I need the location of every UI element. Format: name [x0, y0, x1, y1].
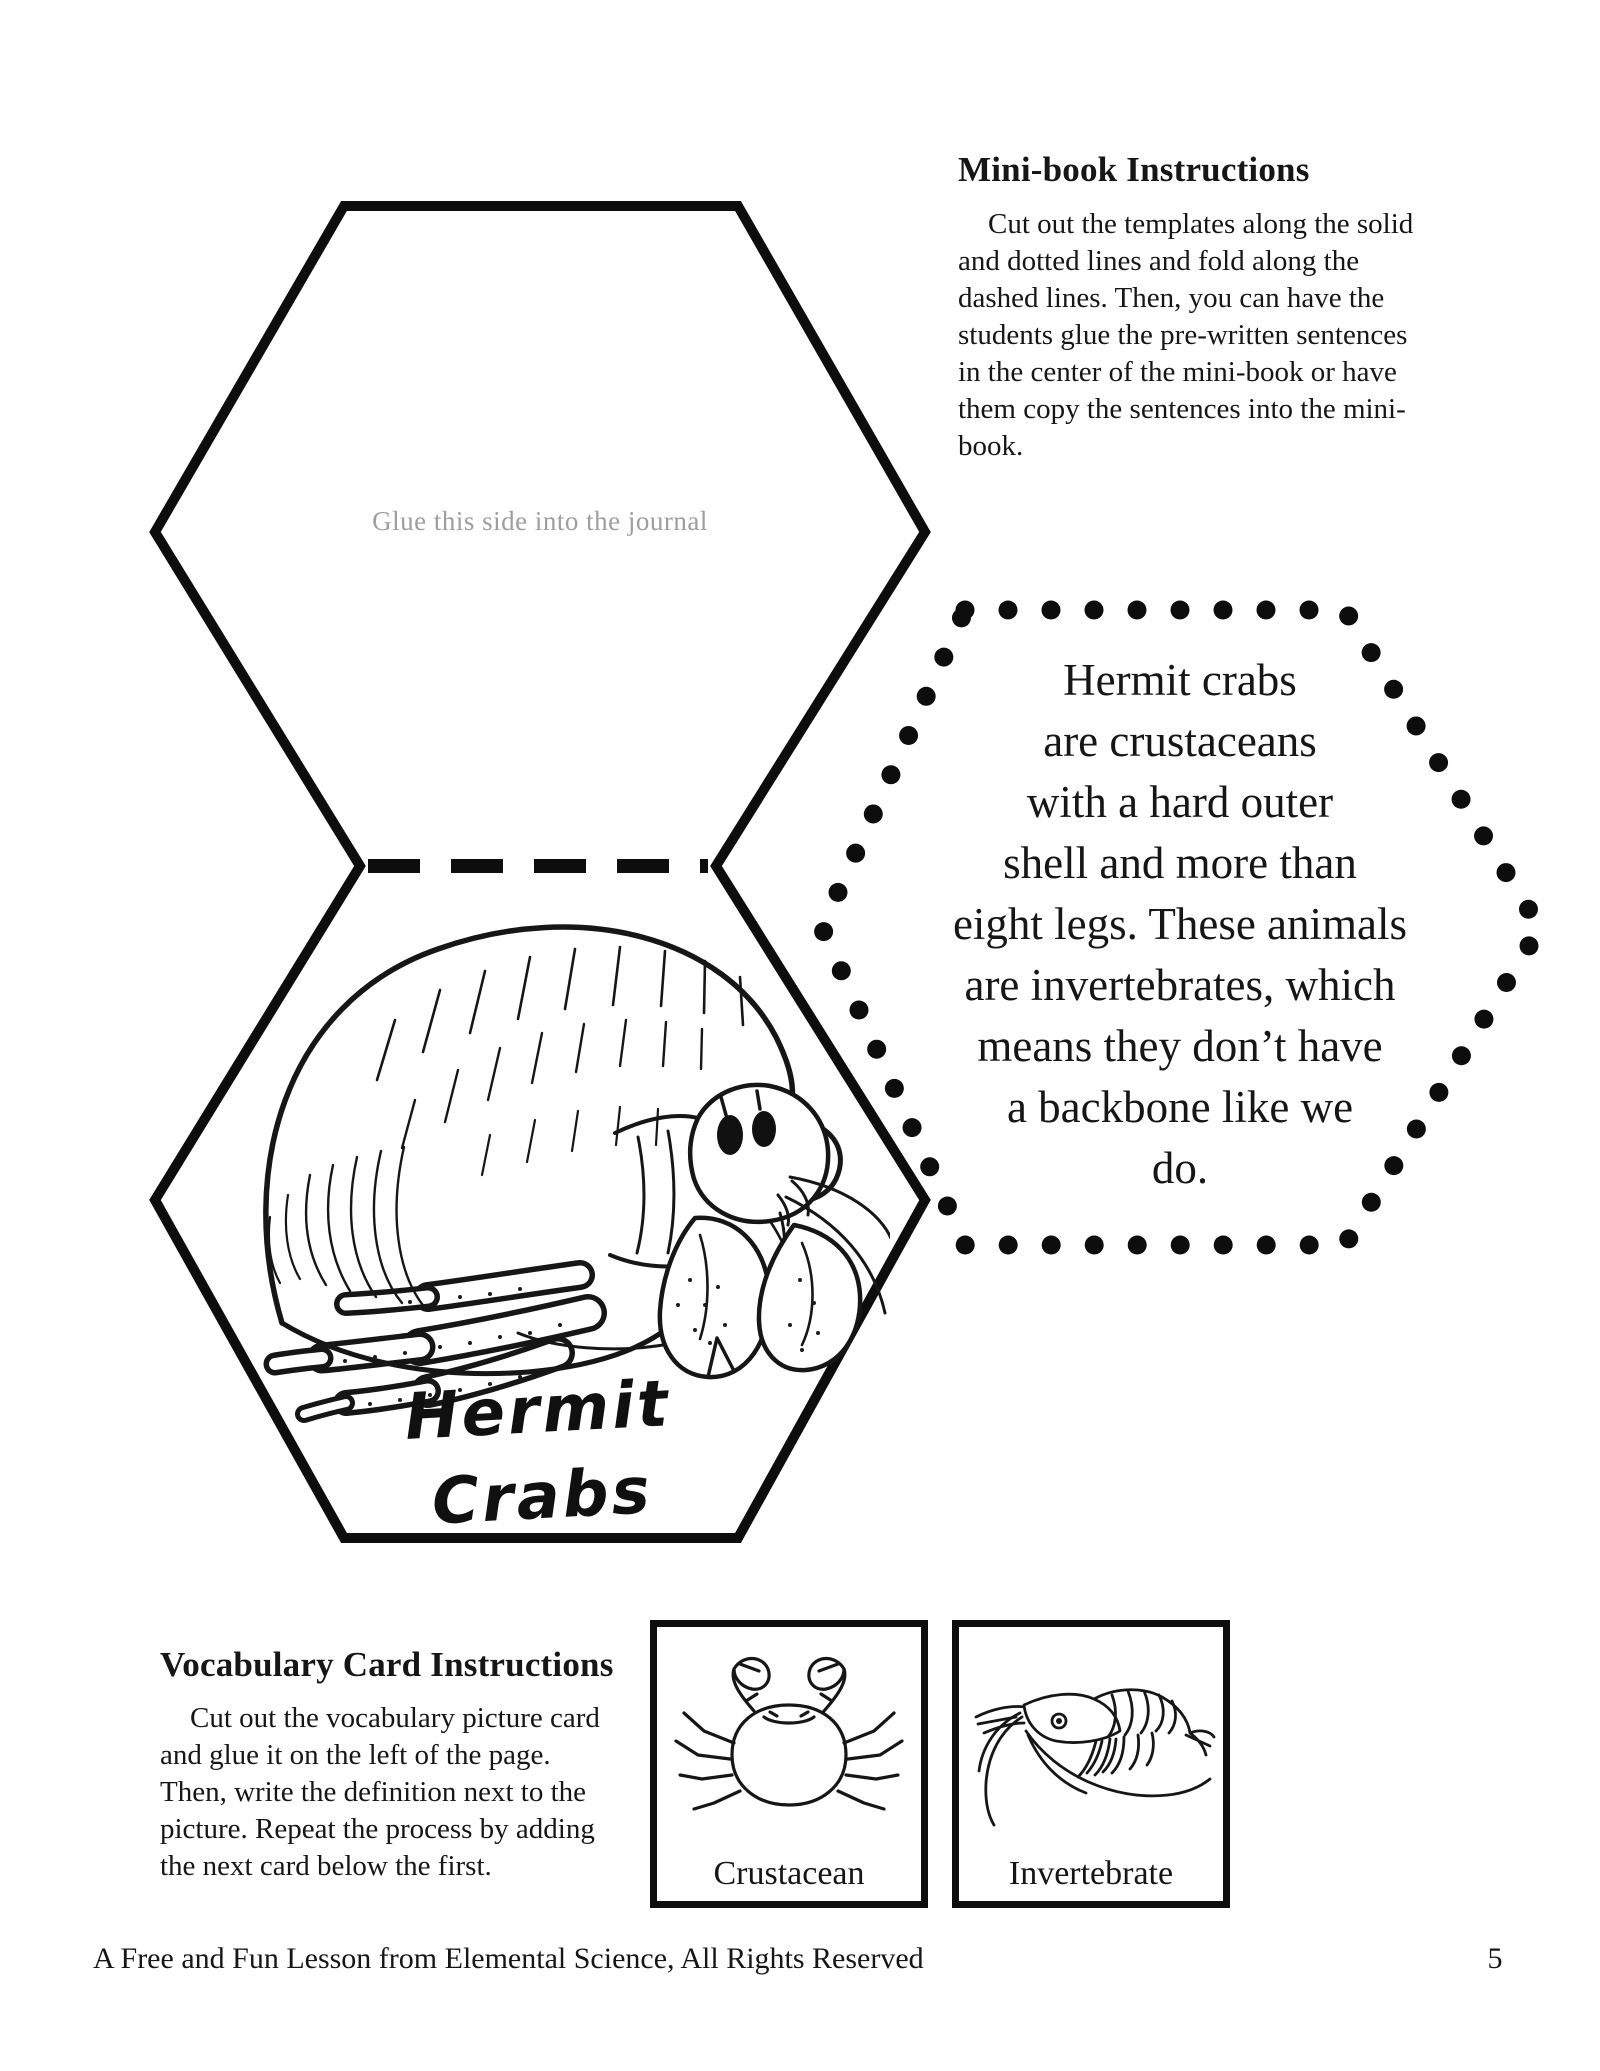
fact-line: a backbone like we [1006, 1082, 1354, 1132]
footer-credit: A Free and Fun Lesson from Elemental Science, All Rights Reserved [93, 1942, 924, 1975]
fact-line: are invertebrates, which [964, 960, 1396, 1010]
instruction-line: and glue it on the left of the page. [160, 1739, 551, 1771]
glue-note: Glue this side into the journal [372, 506, 708, 536]
instruction-line: Then, write the definition next to the [160, 1776, 587, 1808]
fact-line: with a hard outer [1026, 777, 1334, 827]
fact-line: Hermit crabs [1063, 655, 1297, 705]
instruction-line: book. [958, 430, 1024, 462]
hermit-crab-illustration [190, 885, 890, 1425]
minibook-title-line1: Hermit [403, 1367, 673, 1455]
vocab-instructions-heading: Vocabulary Card Instructions [160, 1645, 614, 1684]
minibook-instructions-paragraph [958, 206, 1413, 465]
fact-hexagon-text [802, 650, 1558, 1199]
instruction-line: the next card below the first. [160, 1850, 492, 1882]
vocab-card-invertebrate [952, 1620, 1230, 1908]
card-label-invertebrate: Invertebrate [1008, 1855, 1174, 1892]
fact-line: eight legs. These animals [952, 899, 1408, 949]
fact-line: means they don’t have [977, 1021, 1383, 1071]
page-number: 5 [1487, 1942, 1503, 1975]
crab-eye-left [717, 1115, 743, 1155]
minibook-title-line2: Crabs [430, 1454, 655, 1540]
minibook-instructions-heading: Mini-book Instructions [958, 150, 1310, 189]
fact-line: do. [1151, 1143, 1209, 1193]
instruction-line: Cut out the vocabulary picture card [190, 1702, 600, 1734]
fact-line: shell and more than [1003, 838, 1357, 888]
instruction-line: in the center of the mini-book or have [958, 356, 1397, 388]
instruction-line: students glue the pre-written sentences [958, 319, 1408, 351]
instruction-line: Cut out the templates along the solid [988, 208, 1414, 240]
vocab-instructions-paragraph [160, 1700, 600, 1885]
shrimp-card-illustration [964, 1643, 1218, 1833]
crab-card-illustration [662, 1643, 916, 1833]
card-label-crustacean: Crustacean [713, 1855, 865, 1892]
crab-eye-right [752, 1111, 776, 1147]
instruction-line: and dotted lines and fold along the [958, 245, 1360, 277]
minibook-title [286, 1355, 794, 1553]
instruction-line: dashed lines. Then, you can have the [958, 282, 1385, 314]
instruction-line: them copy the sentences into the mini- [958, 393, 1406, 425]
fact-line: are crustaceans [1043, 716, 1317, 766]
vocab-card-crustacean [650, 1620, 928, 1908]
instruction-line: picture. Repeat the process by adding [160, 1813, 595, 1845]
